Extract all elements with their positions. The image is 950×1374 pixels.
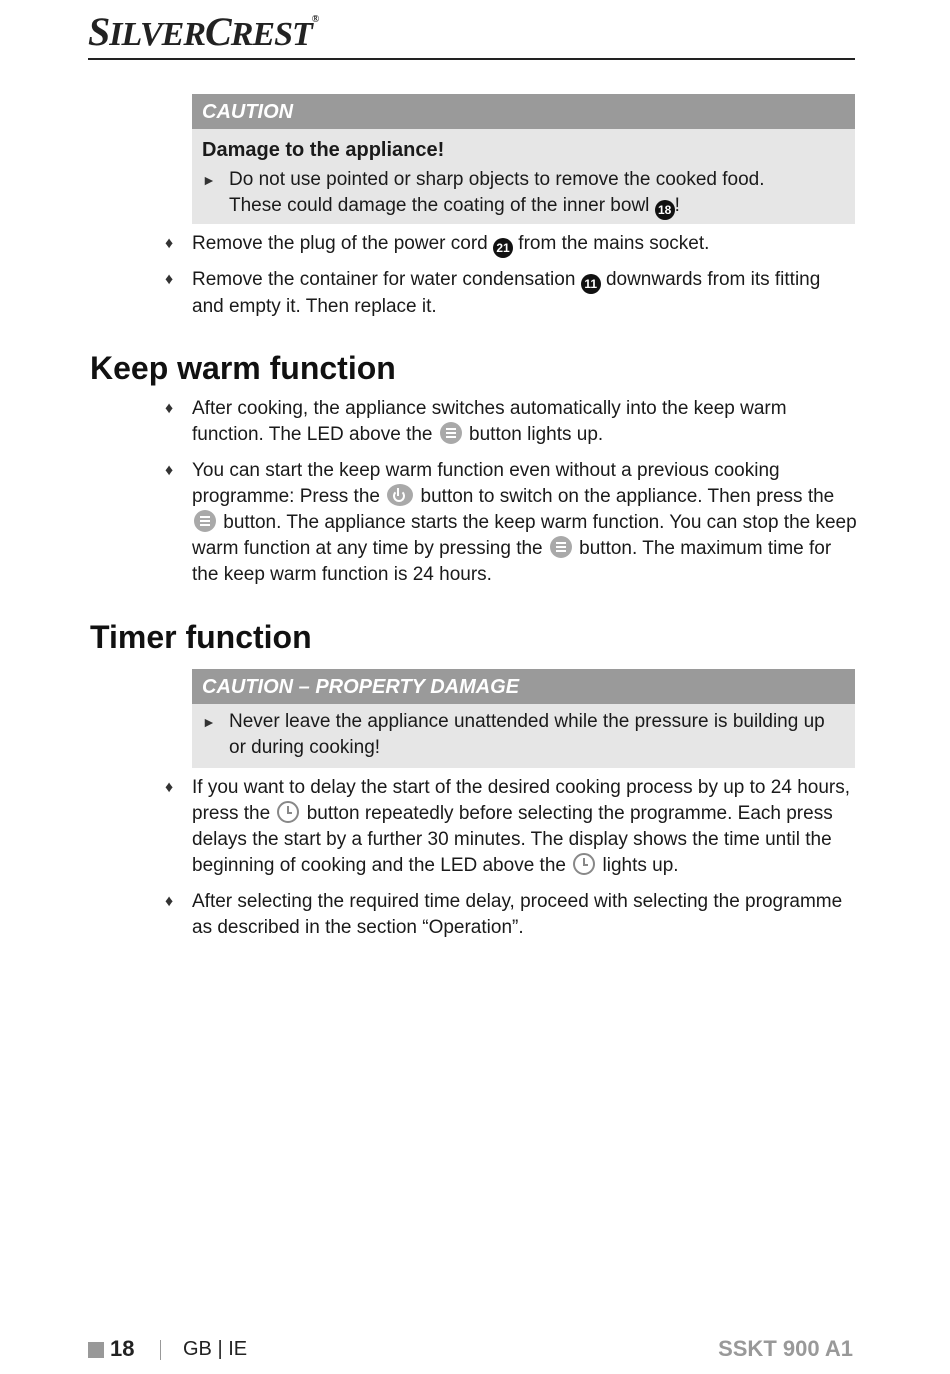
caution-item: ► Never leave the appliance unattended while the pressure is building up or during cooking!	[202, 711, 825, 758]
header-rule	[88, 58, 855, 60]
ref-number-18: 18	[655, 200, 675, 220]
diamond-bullet-icon: ♦	[165, 462, 174, 479]
list-item: ♦ After selecting the required time delay, proceed with selecting the programme as described in the section “Operation”.	[165, 891, 843, 938]
diamond-bullet-icon: ♦	[165, 271, 174, 288]
caution-title: CAUTION – PROPERTY DAMAGE	[192, 669, 855, 704]
caution-item: ► Do not use pointed or sharp objects to remove the cooked food. These could damage the coating of the inner bowl 18 !	[192, 165, 855, 220]
list-item: ♦ If you want to delay the start of the desired cooking process by up to 24 hours, press the button repeatedly before selecting the programme. Each press delays the start by a further 30 minutes. The display shows the time until the beginning of cooking and the LED above the lights up.	[165, 777, 850, 876]
keep-warm-icon	[550, 536, 572, 558]
list-item: ♦ Remove the container for water condensation 11 downwards from its fitting and empty it. Then replace it.	[165, 269, 821, 317]
diamond-bullet-icon: ♦	[165, 235, 174, 252]
timer-clock-icon	[573, 853, 595, 875]
caution-subtitle: Damage to the appliance!	[202, 139, 445, 161]
caution-title: CAUTION	[192, 94, 855, 129]
caution-box-damage	[192, 94, 855, 224]
page-number: 18	[110, 1336, 135, 1361]
list-item: ♦ After cooking, the appliance switches automatically into the keep warm function. The LED above the button lights up.	[165, 398, 787, 445]
arrow-right-icon: ►	[202, 172, 216, 188]
heading-timer: Timer function	[90, 619, 312, 655]
keep-warm-icon	[440, 422, 462, 444]
footer-divider	[160, 1340, 161, 1360]
diamond-bullet-icon: ♦	[165, 893, 174, 910]
power-icon	[387, 484, 413, 506]
list-item: ♦ Remove the plug of the power cord 21 from the mains socket.	[192, 231, 857, 258]
footer-marker	[88, 1342, 104, 1358]
keep-warm-icon	[194, 510, 216, 532]
ref-number-11: 11	[581, 274, 601, 294]
ref-number-21: 21	[493, 238, 513, 258]
footer-language: GB | IE	[183, 1338, 248, 1360]
caution-box-property	[192, 669, 855, 768]
arrow-right-icon: ►	[202, 714, 216, 730]
heading-keep-warm: Keep warm function	[90, 350, 396, 386]
diamond-bullet-icon: ♦	[165, 400, 174, 417]
brand-logo: SILVERCREST®	[88, 9, 319, 54]
footer-model: SSKT 900 A1	[718, 1336, 853, 1361]
list-item: ♦ You can start the keep warm function even without a previous cooking programme: Press the button to switch on the appliance. Then press the button. The appliance starts the keep warm function. You can stop the keep warm function at any time by pressing the button. The maximum time for the keep warm function is 24 hours.	[165, 460, 857, 585]
timer-clock-icon	[277, 801, 299, 823]
diamond-bullet-icon: ♦	[165, 779, 174, 796]
